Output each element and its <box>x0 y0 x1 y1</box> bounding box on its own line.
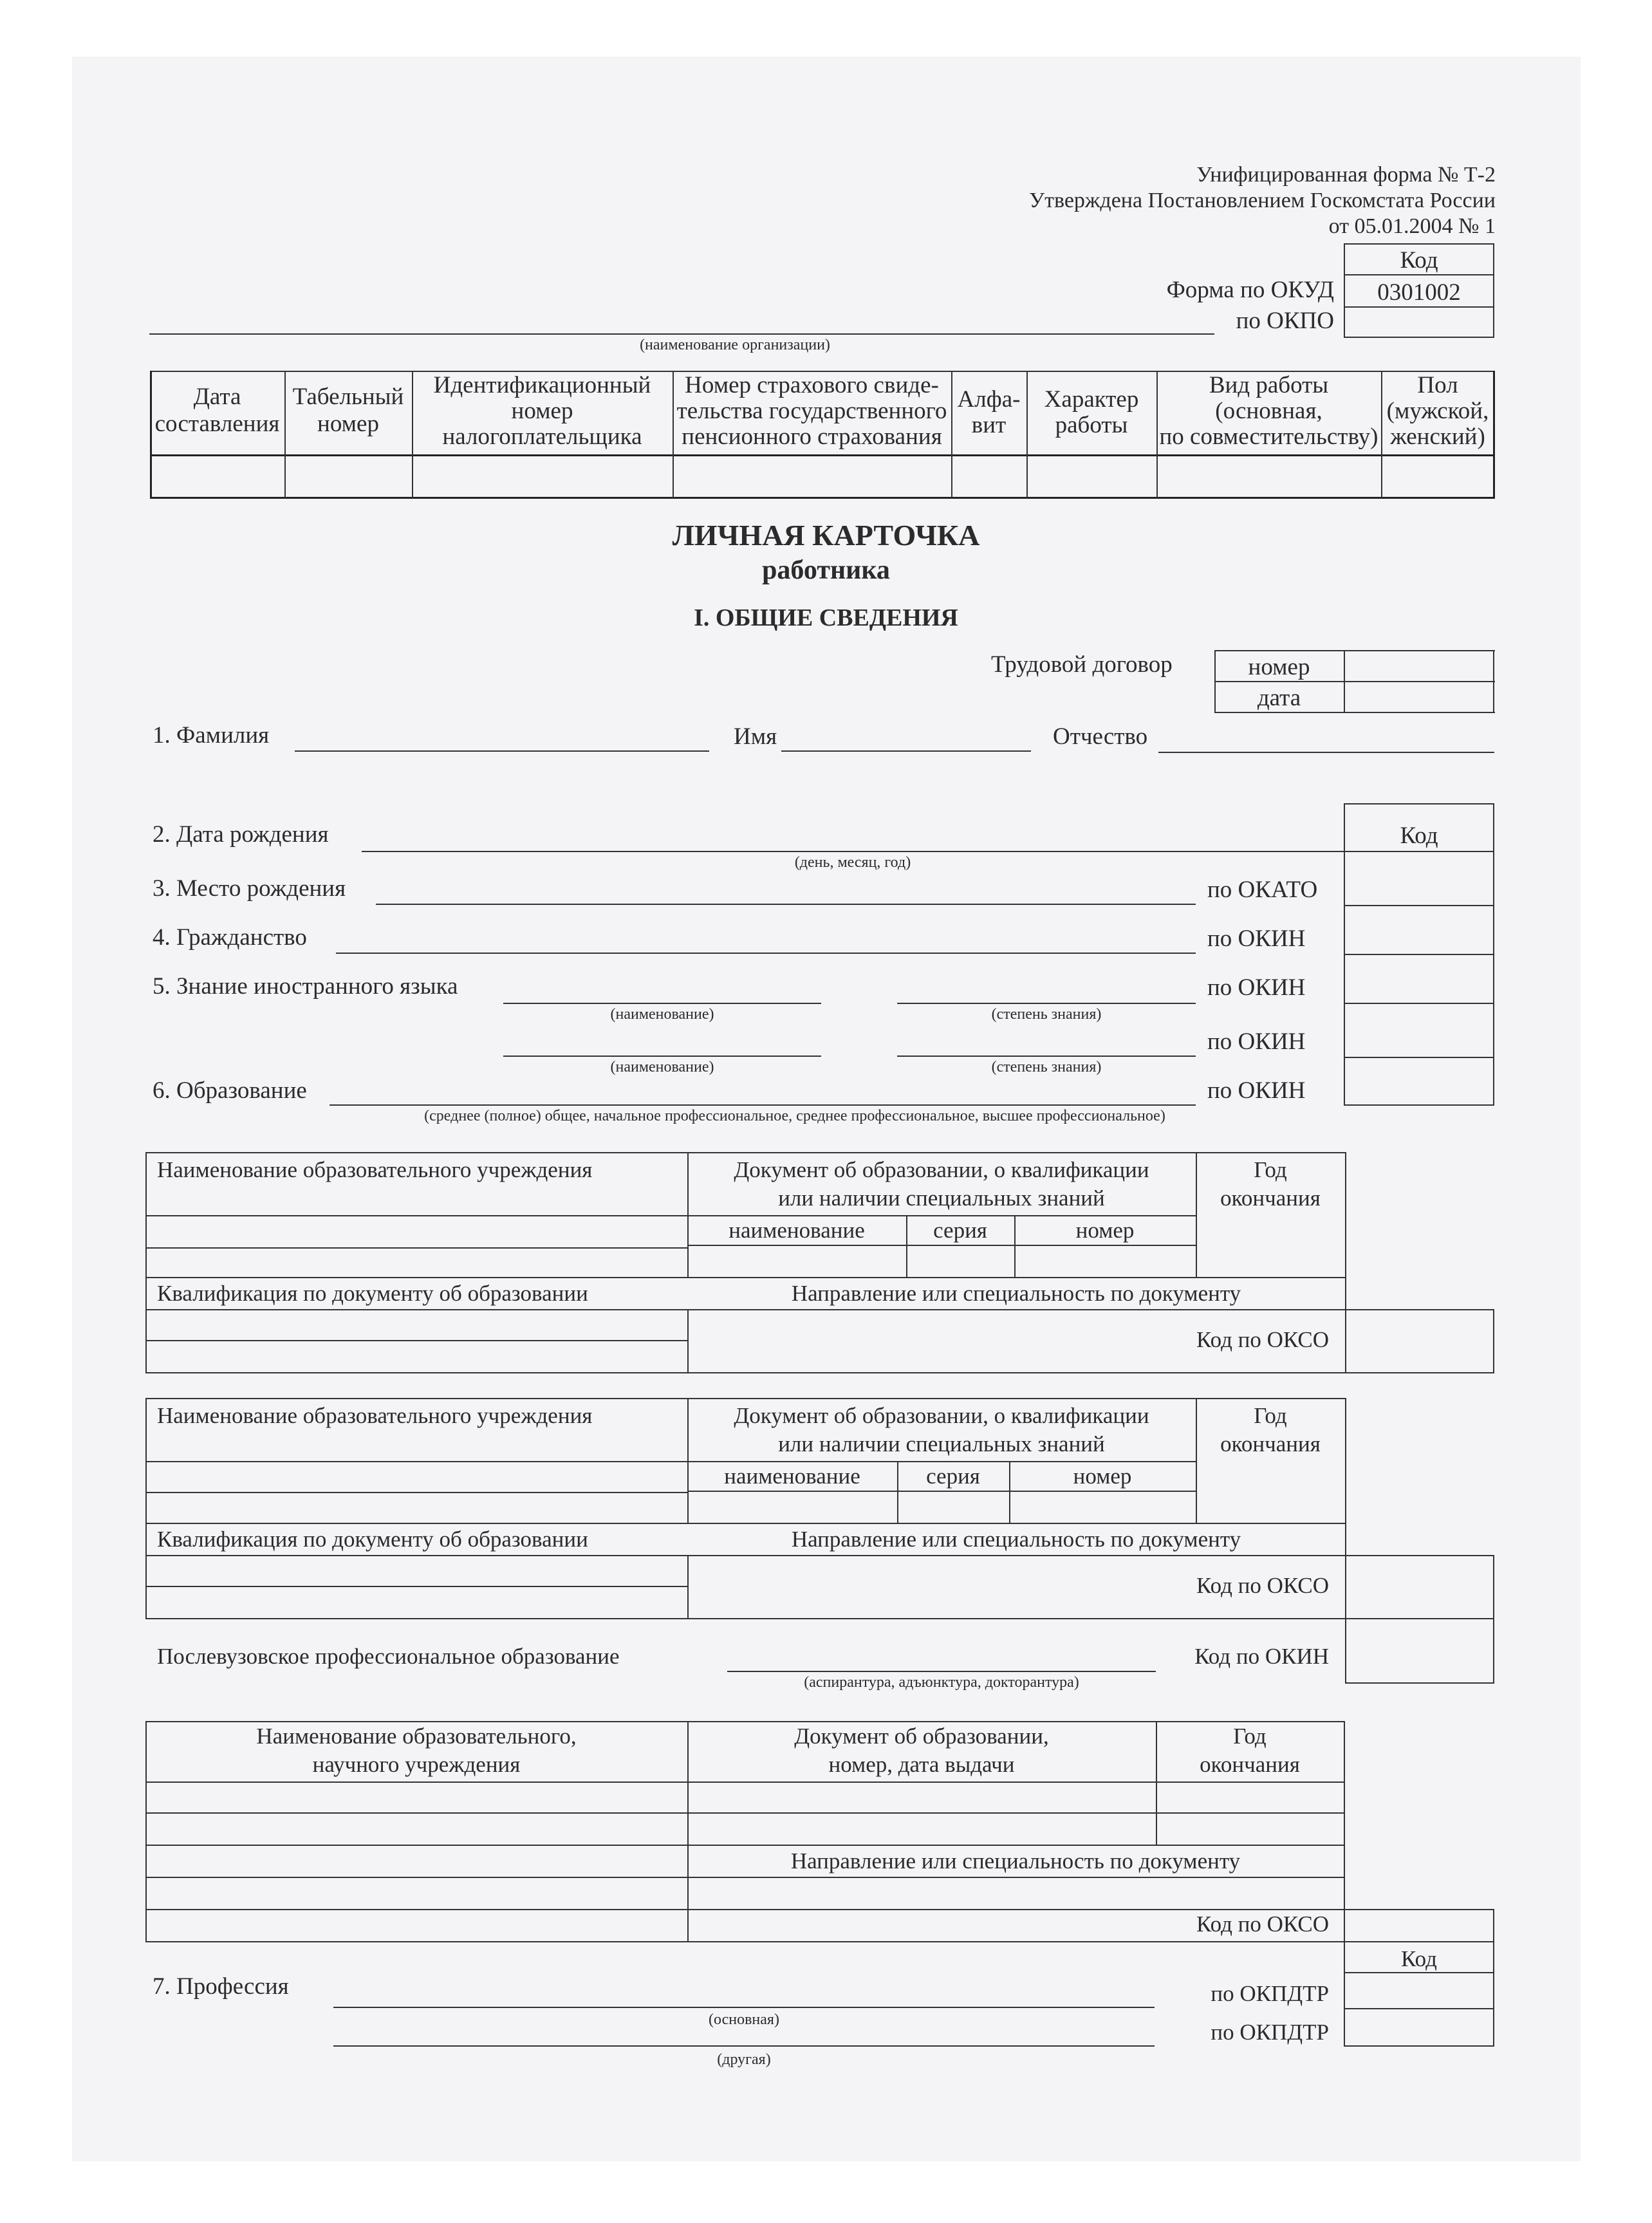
language-level-caption: (степень знания) <box>991 1006 1102 1023</box>
col-sex-l1: Пол <box>1417 372 1458 398</box>
language-name-field-2[interactable] <box>503 1056 821 1057</box>
birth-date-caption: (день, месяц, год) <box>794 854 911 871</box>
sci-direction-header: Направление или специальность по документу <box>790 1848 1241 1874</box>
edu2-direction-header: Направление или специальность по документу <box>791 1527 1241 1552</box>
org-name-line[interactable] <box>149 333 1214 335</box>
language-level-field-2[interactable] <box>897 1056 1196 1057</box>
language-label: 5. Знание иностранного языка <box>153 973 458 1000</box>
birth-place-label: 3. Место рождения <box>153 875 346 902</box>
form-name: Унифицированная форма № Т-2 <box>1196 163 1496 187</box>
education-label: 6. Образование <box>153 1077 307 1104</box>
profession-label: 7. Профессия <box>153 1973 289 2000</box>
patronymic-field[interactable] <box>1158 752 1494 753</box>
profession-code-header: Код <box>1401 1946 1437 1971</box>
okud-label: Форма по ОКУД <box>1166 277 1334 303</box>
code-header: Код <box>1400 247 1438 274</box>
code-header-2: Код <box>1400 823 1438 849</box>
birth-date-label: 2. Дата рождения <box>153 821 329 848</box>
edu1-okso-label: Код по ОКСО <box>1196 1327 1329 1352</box>
language-name-caption: (наименование) <box>610 1006 714 1023</box>
edu1-doc-header-l1: Документ об образовании, о квалификации <box>734 1157 1149 1182</box>
okpdtr-label-2: по ОКПДТР <box>1211 2020 1329 2045</box>
surname-label: 1. Фамилия <box>153 722 270 749</box>
col-tab-l1: Табельный <box>292 384 404 410</box>
sci-inst-header-l2: научного учреждения <box>312 1752 521 1777</box>
postgrad-okin-label: Код по ОКИН <box>1194 1644 1329 1669</box>
citizenship-label: 4. Гражданство <box>153 924 307 951</box>
edu1-institution-header: Наименование образовательного учреждения <box>157 1157 593 1182</box>
contract-date-label: дата <box>1257 685 1301 711</box>
okin-label-2: по ОКИН <box>1207 974 1306 1001</box>
approved-date: от 05.01.2004 № 1 <box>1328 214 1496 238</box>
edu1-doc-header-l2: или наличии специальных знаний <box>778 1186 1105 1211</box>
page-subtitle: работника <box>762 555 890 585</box>
col-sex-l2: (мужской, <box>1386 398 1489 424</box>
edu2-doc-header-l1: Документ об образовании, о квалификации <box>734 1403 1149 1428</box>
page-title: ЛИЧНАЯ КАРТОЧКА <box>672 519 980 552</box>
col-inn-l2: номер <box>511 398 573 424</box>
col-inn-l1: Идентификационный <box>433 372 651 398</box>
edu1-year-header-l2: окончания <box>1220 1186 1321 1211</box>
okpdtr-label-1: по ОКПДТР <box>1211 1981 1329 2006</box>
contract-label: Трудовой договор <box>991 651 1173 678</box>
edu1-doc-name-header: наименование <box>729 1218 865 1243</box>
col-alpha-l1: Алфа- <box>957 386 1021 413</box>
sci-year-header-l1: Год <box>1233 1724 1267 1749</box>
col-char-l2: работы <box>1055 412 1128 438</box>
edu2-doc-name-header: наименование <box>724 1464 860 1489</box>
edu1-doc-number-header: номер <box>1075 1218 1135 1243</box>
section-title: I. ОБЩИЕ СВЕДЕНИЯ <box>694 604 958 631</box>
edu1-doc-series-header: серия <box>933 1218 987 1243</box>
edu2-okso-label: Код по ОКСО <box>1196 1573 1329 1598</box>
okpo-label: по ОКПО <box>1236 308 1334 334</box>
okud-value: 0301002 <box>1377 279 1461 306</box>
edu2-year-header-l1: Год <box>1254 1403 1287 1428</box>
name-label: Имя <box>734 723 777 750</box>
org-caption: (наименование организации) <box>640 337 830 353</box>
okin-label-1: по ОКИН <box>1207 925 1306 952</box>
language-name-field[interactable] <box>503 1003 821 1004</box>
sci-doc-header-l2: номер, дата выдачи <box>828 1752 1015 1777</box>
okin-label-3: по ОКИН <box>1207 1028 1306 1055</box>
sci-okso-label: Код по ОКСО <box>1196 1911 1329 1937</box>
postgrad-caption: (аспирантура, адъюнктура, докторантура) <box>804 1674 1079 1691</box>
edu1-qualification-header: Квалификация по документу об образовании <box>157 1281 588 1306</box>
patronymic-label: Отчество <box>1053 723 1148 750</box>
edu2-doc-header-l2: или наличии специальных знаний <box>778 1431 1105 1456</box>
edu2-doc-series-header: серия <box>926 1464 980 1489</box>
profession-other-field[interactable] <box>333 2045 1155 2047</box>
col-sex-l3: женский) <box>1390 423 1485 450</box>
edu2-institution-header: Наименование образовательного учреждения <box>157 1403 593 1428</box>
okin-label-4: по ОКИН <box>1207 1077 1306 1104</box>
birth-place-field[interactable] <box>376 904 1196 905</box>
sci-doc-header-l1: Документ об образовании, <box>794 1724 1049 1749</box>
edu2-qualification-header: Квалификация по документу об образовании <box>157 1527 588 1552</box>
edu1-year-header-l1: Год <box>1254 1157 1287 1182</box>
edu2-year-header-l2: окончания <box>1220 1431 1321 1456</box>
profession-main-field[interactable] <box>333 2007 1155 2008</box>
citizenship-field[interactable] <box>336 953 1196 954</box>
surname-field[interactable] <box>295 750 709 752</box>
name-field[interactable] <box>781 750 1031 752</box>
profession-other-caption: (другая) <box>717 2051 771 2068</box>
okato-label: по ОКАТО <box>1207 877 1318 903</box>
col-date-l2: составления <box>154 411 280 437</box>
birth-date-field[interactable] <box>362 851 1344 852</box>
col-alpha-l2: вит <box>971 412 1007 438</box>
approved-by: Утверждена Постановлением Госкомстата России <box>1029 189 1496 212</box>
col-worktype-l1: Вид работы <box>1209 372 1329 398</box>
education-caption: (среднее (полное) общее, начальное профессиональное, среднее профессиональное, высшее профессиональное) <box>424 1108 1165 1124</box>
col-char-l1: Характер <box>1044 386 1139 413</box>
col-inn-l3: налогоплательщика <box>442 423 642 450</box>
col-snils-l2: тельства государственного <box>676 398 947 424</box>
contract-number-label: номер <box>1248 654 1310 680</box>
col-worktype-l3: по совместительству) <box>1159 423 1378 450</box>
sci-year-header-l2: окончания <box>1200 1752 1300 1777</box>
col-snils-l3: пенсионного страхования <box>682 423 942 450</box>
edu1-direction-header: Направление или специальность по документу <box>791 1281 1241 1306</box>
postgrad-field[interactable] <box>727 1671 1156 1672</box>
language-level-caption-2: (степень знания) <box>991 1059 1102 1075</box>
language-name-caption-2: (наименование) <box>610 1059 714 1075</box>
postgrad-label: Послевузовское профессиональное образование <box>157 1644 620 1669</box>
language-level-field[interactable] <box>897 1003 1196 1004</box>
sci-inst-header-l1: Наименование образовательного, <box>256 1724 577 1749</box>
education-field[interactable] <box>329 1104 1196 1106</box>
col-tab-l2: номер <box>317 411 379 437</box>
col-date-l1: Дата <box>193 384 241 410</box>
col-snils-l1: Номер страхового свиде- <box>685 372 939 398</box>
profession-main-caption: (основная) <box>709 2011 779 2028</box>
col-worktype-l2: (основная, <box>1215 398 1323 424</box>
edu2-doc-number-header: номер <box>1073 1464 1132 1489</box>
